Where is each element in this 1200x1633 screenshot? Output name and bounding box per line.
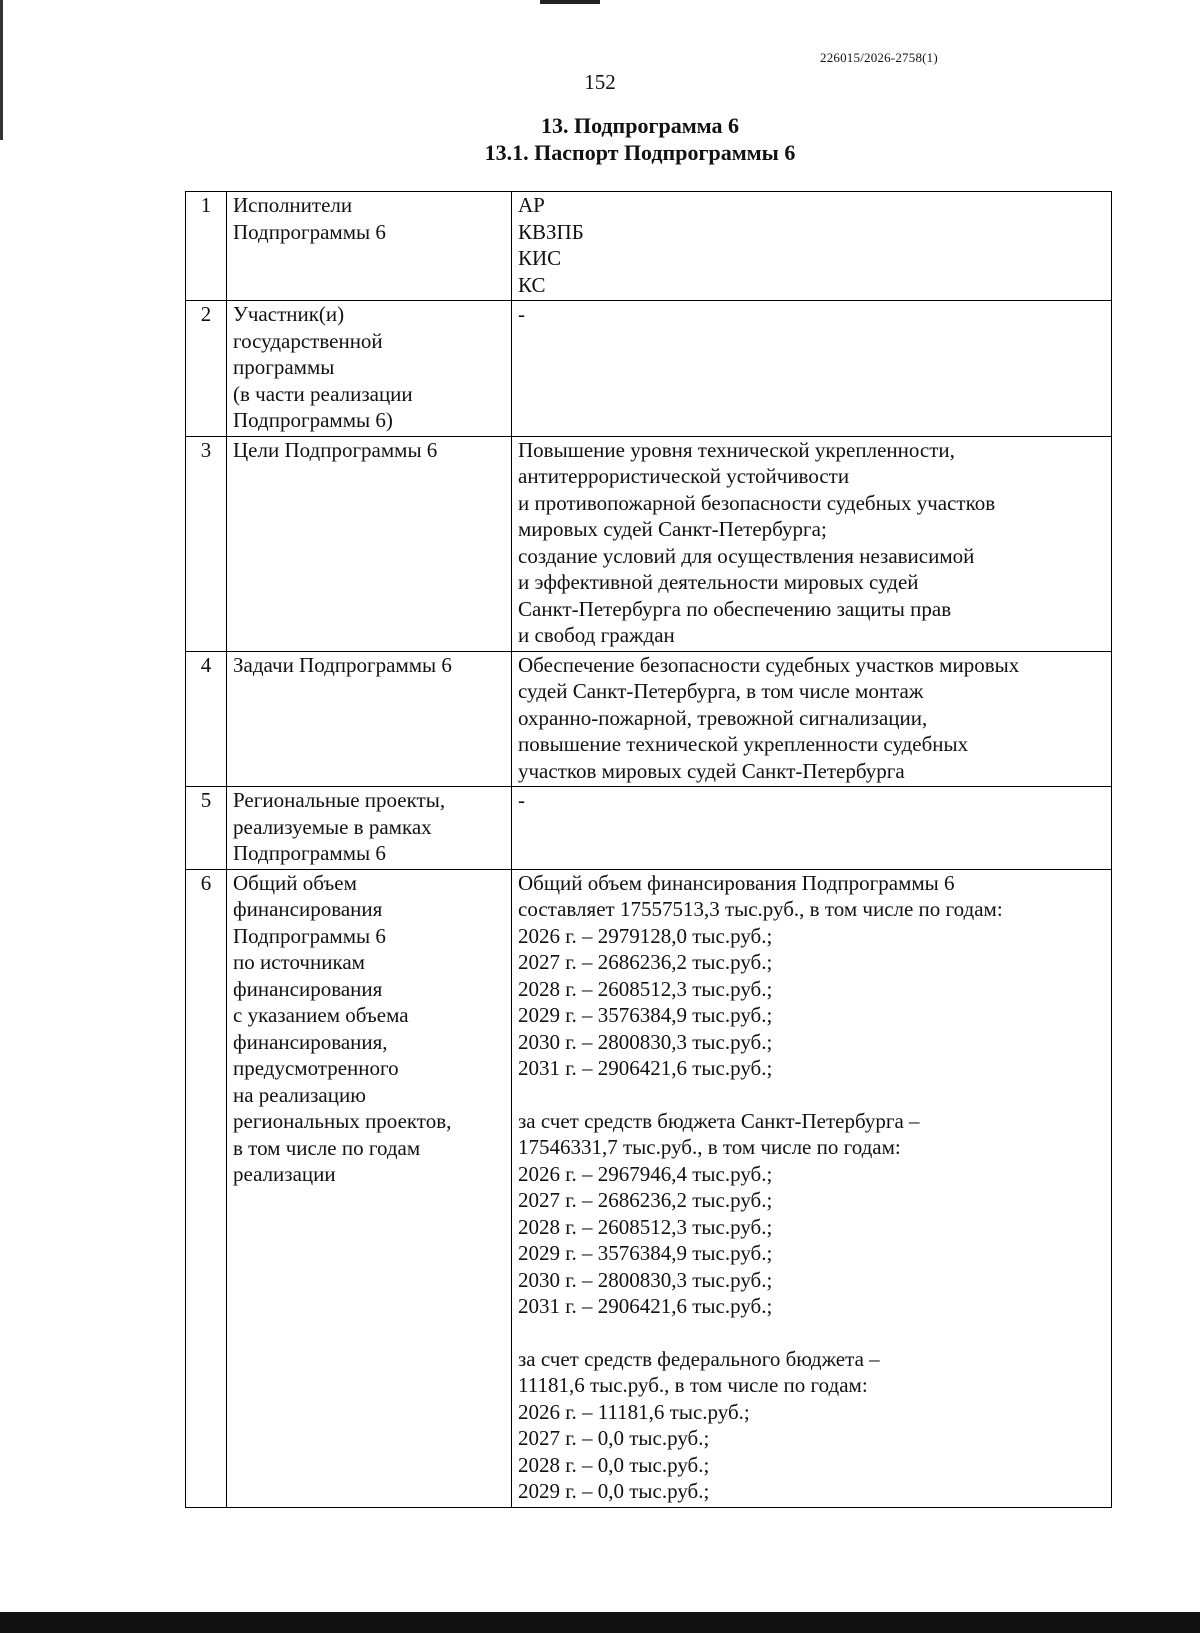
value-line: Общий объем финансирования Подпрограммы 6 (518, 870, 955, 895)
value-line: АР (518, 193, 545, 217)
value-line: 17546331,7 тыс.руб., в том числе по годам: (518, 1135, 901, 1159)
label-line: финансирования (233, 976, 383, 1001)
row-value (512, 301, 1112, 437)
value-line: - (518, 302, 525, 326)
label-line: Подпрограммы 6 (233, 841, 386, 865)
label-line: государственной (233, 328, 383, 353)
value-line: Повышение уровня технической укрепленности, (518, 437, 955, 462)
value-line: 2031 г. – 2906421,6 тыс.руб.; (518, 1294, 773, 1318)
value-line: 2031 г. – 2906421,6 тыс.руб.; (518, 1056, 773, 1080)
value-line: 2028 г. – 0,0 тыс.руб.; (518, 1452, 710, 1477)
value-line: судей Санкт-Петербурга, в том числе монтаж (518, 679, 924, 703)
label-line: реализуемые в рамках (233, 814, 432, 839)
value-line: и эффективной деятельности мировых судей (518, 570, 919, 594)
row-value (512, 651, 1112, 787)
value-line: за счет средств бюджета Санкт-Петербурга – (518, 1108, 920, 1133)
label-line: предусмотренного (233, 1056, 399, 1080)
label-line: в том числе по годам (233, 1135, 421, 1160)
title-line-2: 13.1. Паспорт Подпрограммы 6 (484, 140, 796, 165)
label-line: Общий объем (233, 870, 357, 895)
table-row (186, 869, 1112, 1507)
value-line: КИС (518, 246, 562, 270)
label-line: реализации (233, 1162, 336, 1186)
label-line: по источникам (233, 950, 365, 974)
value-line: Санкт-Петербурга по обеспечению защиты прав (518, 596, 952, 621)
label-line: региональных проектов, (233, 1109, 452, 1133)
value-line: за счет средств федерального бюджета – (518, 1346, 880, 1371)
label-line: Подпрограммы 6 (233, 923, 386, 948)
row-label (227, 192, 512, 301)
label-line: Подпрограммы 6) (233, 408, 393, 432)
row-label (227, 787, 512, 870)
table-row (186, 787, 1112, 870)
row-number: 1 (186, 192, 227, 301)
value-line: составляет 17557513,3 тыс.руб., в том числе по годам: (518, 897, 1003, 921)
value-line: 11181,6 тыс.руб., в том числе по годам: (518, 1373, 868, 1397)
value-line: 2029 г. – 3576384,9 тыс.руб.; (518, 1003, 773, 1027)
value-line: 2029 г. – 3576384,9 тыс.руб.; (518, 1241, 773, 1265)
label-line: финансирования (233, 897, 383, 921)
blank-line (518, 1082, 1105, 1108)
scan-mark (540, 0, 600, 4)
value-line: 2026 г. – 2967946,4 тыс.руб.; (518, 1161, 773, 1186)
value-line: и противопожарной безопасности судебных участков (518, 490, 996, 515)
label-line: финансирования, (233, 1029, 388, 1054)
row-value (512, 436, 1112, 651)
value-line: КС (518, 272, 546, 297)
label-line: Подпрограммы 6 (233, 219, 386, 244)
table-row (186, 651, 1112, 787)
value-line: 2030 г. – 2800830,3 тыс.руб.; (518, 1029, 773, 1054)
value-line: мировых судей Санкт-Петербурга; (518, 517, 827, 541)
label-line: Цели Подпрограммы 6 (233, 437, 438, 462)
row-label (227, 301, 512, 437)
blank-line (518, 1320, 1105, 1346)
value-line: участков мировых судей Санкт-Петербурга (518, 758, 905, 783)
value-line: охранно-пожарной, тревожной сигнализации, (518, 705, 928, 730)
value-line: КВЗПБ (518, 219, 584, 244)
value-line: 2030 г. – 2800830,3 тыс.руб.; (518, 1267, 773, 1292)
title-line-1: 13. Подпрограмма 6 (540, 113, 740, 138)
value-line: 2026 г. – 11181,6 тыс.руб.; (518, 1399, 750, 1424)
row-number: 2 (186, 301, 227, 437)
value-line: Обеспечение безопасности судебных участков мировых (518, 652, 1020, 677)
passport-table (185, 191, 1112, 1508)
row-number: 6 (186, 869, 227, 1507)
page-number: 152 (584, 70, 616, 94)
value-line: 2026 г. – 2979128,0 тыс.руб.; (518, 923, 773, 948)
row-number: 3 (186, 436, 227, 651)
label-line: Региональные проекты, (233, 788, 446, 812)
value-line: 2027 г. – 0,0 тыс.руб.; (518, 1426, 710, 1450)
row-number: 4 (186, 651, 227, 787)
row-label (227, 651, 512, 787)
row-value (512, 869, 1112, 1507)
row-number: 5 (186, 787, 227, 870)
value-line: 2028 г. – 2608512,3 тыс.руб.; (518, 1214, 773, 1239)
value-line: 2027 г. – 2686236,2 тыс.руб.; (518, 950, 773, 974)
row-value (512, 192, 1112, 301)
page-title (0, 112, 1200, 166)
document-number: 226015/2026-2758(1) (820, 50, 938, 65)
label-line: Участник(и) (233, 302, 345, 326)
label-line: Исполнители (233, 193, 353, 217)
value-line: 2028 г. – 2608512,3 тыс.руб.; (518, 976, 773, 1001)
value-line: - (518, 788, 525, 812)
label-line: (в части реализации (233, 381, 413, 406)
table-row (186, 192, 1112, 301)
passport-table-body (186, 192, 1112, 1508)
label-line: Задачи Подпрограммы 6 (233, 652, 452, 677)
row-label (227, 436, 512, 651)
value-line: антитеррористической устойчивости (518, 464, 850, 488)
label-line: на реализацию (233, 1082, 366, 1107)
value-line: 2029 г. – 0,0 тыс.руб.; (518, 1479, 710, 1503)
value-line: 2027 г. – 2686236,2 тыс.руб.; (518, 1188, 773, 1212)
value-line: создание условий для осуществления независимой (518, 543, 975, 568)
label-line: программы (233, 355, 335, 379)
value-line: повышение технической укрепленности судебных (518, 732, 969, 756)
label-line: с указанием объема (233, 1003, 409, 1027)
value-line: и свобод граждан (518, 623, 675, 647)
row-value (512, 787, 1112, 870)
table-row (186, 436, 1112, 651)
table-row (186, 301, 1112, 437)
scan-bottom-band (0, 1612, 1200, 1633)
row-label (227, 869, 512, 1507)
